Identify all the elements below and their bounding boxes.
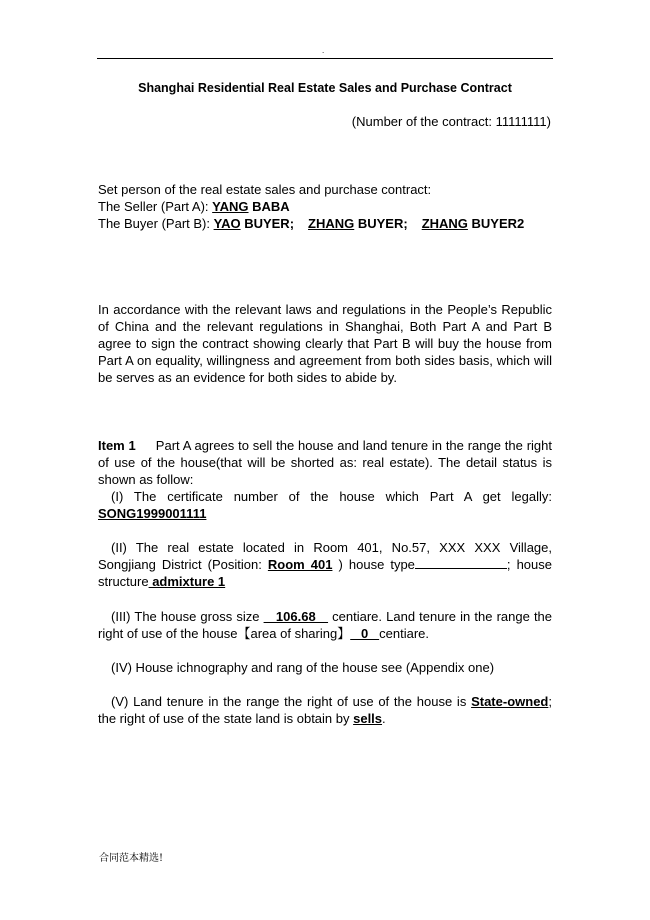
buyer-surname: YAO	[213, 216, 241, 231]
clause-v-end: .	[382, 711, 386, 726]
clause-ii-house-type: ) house type	[332, 557, 415, 572]
clause-v	[98, 693, 552, 727]
contract-number: (Number of the contract: 11111111)	[351, 114, 551, 129]
buyer-label: The Buyer (Part B):	[98, 216, 214, 231]
buyer-line	[98, 215, 552, 232]
item1-text: Part A agrees to sell the house and land tenure in the range the right of use of the house(that will be shorted as: real estate). The detail status is shown as follow:	[98, 438, 552, 487]
clause-i	[98, 488, 552, 522]
buyer-surname: ZHANG	[421, 216, 468, 231]
certificate-number: SONG1999001111	[98, 506, 207, 521]
clause-ii	[98, 539, 552, 590]
header-mark: .	[322, 46, 325, 55]
land-ownership: State-owned	[471, 694, 549, 709]
position-room: Room 401	[267, 557, 333, 572]
clause-i-text: (I) The certificate number of the house which Part A get legally:	[111, 489, 552, 504]
obtain-method: sells	[353, 711, 383, 726]
house-structure: admixture 1	[148, 574, 226, 589]
buyer-name: BUYER;	[240, 216, 295, 231]
clause-v-text: (V) Land tenure in the range the right of use of the house is	[111, 694, 472, 709]
seller-name: BABA	[248, 199, 290, 214]
clause-ii-structure: ; house structure	[98, 557, 552, 589]
preamble-paragraph: In accordance with the relevant laws and regulations in the People’s Republic of China and the relevant regulations in Shanghai, Both Part A and Part B agree to sign the contract showing clearly that Part B will buy the house from Part A on equality, willingness and agreement from both sides basis, which will be serves as an evidence for both sides to abide by.	[98, 302, 552, 385]
clause-iii-sharing: centiare. Land tenure in the range the right of use of the house【area of sharing】	[98, 609, 553, 641]
item1-paragraph	[98, 437, 552, 488]
sharing-area: 0	[350, 626, 380, 641]
clause-ii-text: (II) The real estate located in Room 401, No.57, XXX XXX Village, Songjiang District (Position:	[98, 540, 552, 572]
parties-section	[98, 181, 552, 232]
clause-iii-text: (III) The house gross size	[111, 609, 264, 624]
buyer-name: BUYER;	[354, 216, 408, 231]
clause-v-obtain: ; the right of use of the state land is obtain by	[98, 694, 552, 726]
buyer-name: BUYER2	[467, 216, 525, 231]
clause-iii	[98, 608, 552, 642]
item1-label: Item 1	[98, 438, 136, 453]
clause-iii-unit: centiare.	[379, 626, 429, 641]
header-rule	[97, 58, 553, 59]
seller-label: The Seller (Part A):	[98, 199, 213, 214]
seller-surname: YANG	[212, 199, 249, 214]
buyer-surname: ZHANG	[308, 216, 355, 231]
house-type-blank	[415, 556, 507, 569]
clause-iv	[98, 659, 552, 676]
page-footer: 合同范本精选!	[99, 853, 164, 864]
parties-intro: Set person of the real estate sales and purchase contract:	[98, 182, 432, 197]
clause-iv-text: (IV) House ichnography and rang of the house see (Appendix one)	[111, 660, 495, 675]
contract-title: Shanghai Residential Real Estate Sales and Purchase Contract	[138, 81, 512, 95]
seller-line	[98, 198, 552, 215]
gross-size: 106.68	[263, 609, 329, 624]
